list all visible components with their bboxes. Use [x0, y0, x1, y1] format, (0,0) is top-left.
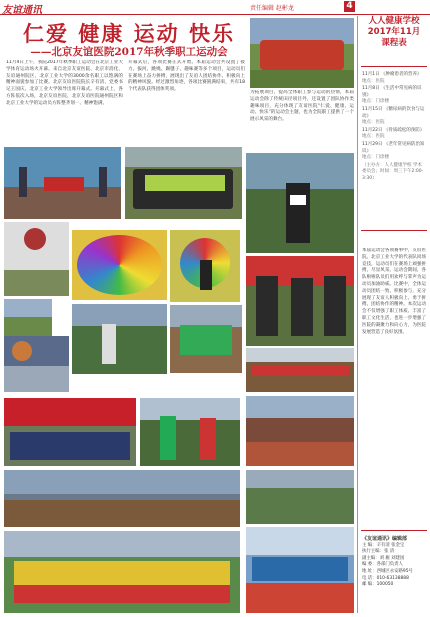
schedule-item: 11月15日 《糖尿病的饮食与运动》 地点：医院 [362, 106, 425, 126]
masthead-line: 执行主编：张 清 [362, 549, 395, 555]
sidebar-header [361, 16, 427, 60]
photo-team-walk [246, 470, 354, 524]
article-title: 仁爱 健康 运动 快乐 [23, 21, 235, 46]
schedule-item: 11月1日 《肿瘤患者的营养》 地点：医院 [362, 72, 422, 84]
masthead-line: 副主编：刘 雁 刘建国 [362, 555, 405, 561]
masthead-line: 主 编：辛有清 张金宝 [362, 542, 405, 548]
masthead-line: 邮 编：100050 [362, 582, 394, 588]
header-bar [0, 0, 430, 15]
newsletter-logo: 友谊通讯 [2, 5, 42, 16]
sidebar-title: 人人健康学校 [368, 16, 420, 26]
page-number: 4 [344, 1, 355, 12]
schedule-item: 11月22日 《骨质疏松的预防》 地点：医院 [362, 127, 425, 140]
photo-volleyball [4, 336, 69, 392]
column-divider [357, 16, 358, 613]
editor-line: 责任编辑 赵彬龙 [250, 5, 294, 12]
sidebar-divider [361, 530, 427, 531]
sidebar-subtitle-2: 课程表 [381, 38, 407, 48]
article-col-3: 为拓展项目，提高全体职工参与运动的热情，本届运动会除了传统田径项目外，还设置了团队协作类趣味项目，充分体现了友谊医院“仁爱、健康、运动、快乐”的运动会主题，也为全院职工提供了一个展示风采的舞台。 [250, 90, 354, 123]
masthead-line: 电 话：010-63138888 [362, 575, 409, 581]
photo-stadium [4, 470, 240, 527]
schedule-item: 11月8日 《生活中常见病的识别》 地点：门诊楼 [362, 86, 422, 105]
schedule-note: （主办方：人人健康学校 学术委员会；时间：周三下午2:00-3:30） [362, 162, 424, 181]
photo-cheerleaders [246, 256, 354, 346]
article-subtitle: ——北京友谊医院2017年秋季职工运动会 [30, 46, 228, 58]
masthead [362, 536, 426, 589]
schedule-list [362, 72, 426, 183]
photo-child-ball [170, 230, 240, 302]
photo-banner-crowd [246, 527, 354, 613]
photo-cheer-squad [4, 531, 240, 613]
masthead-line: 编 委：各部门负责人 [362, 562, 403, 568]
schedule-item: 11月29日 《老年常见病防治知识》 地点：门诊楼 [362, 141, 425, 161]
photo-basketball [4, 222, 69, 296]
photo-team-victory [250, 18, 354, 88]
photo-tug-of-war [125, 147, 242, 219]
photo-runner [246, 153, 354, 253]
sidebar-subtitle: 2017年11月 [367, 27, 421, 37]
sidebar-divider [361, 66, 427, 67]
photo-banner-team [4, 398, 136, 466]
sidebar-divider [361, 230, 427, 231]
photo-flag-ceremony [4, 147, 121, 219]
photo-track-race [246, 396, 354, 466]
sidebar [361, 16, 427, 613]
photo-sprinters [140, 398, 240, 466]
masthead-line: 地 址：西城区永安路95号 [362, 568, 413, 574]
sidebar-article: 本届运动会各项赛事中，友谊医院、北京工业大学的代表队同场竞技，运动员们在赛场上顽强拼搏，尽显风采。运动会期间，各队啦啦队员们用欢呼与掌声为运动员加油助威。比赛中，全体运动员团结一致、积极参与，充分展现了友谊人积极向上、勇于拼搏、团结协作的精神。本次运动会不仅增强了职工体质、丰富了职工文化生活，也进一步增强了医院的凝聚力和向心力，为医院发展营造了良好氛围。 [362, 248, 426, 335]
photo-rainbow-parachute [72, 230, 167, 300]
article-col-2: 开幕式后，各项比赛正式开始。本届运动会共设置了接力、拔河、跳绳、踢毽子、趣味赛等多个项目，运动员们在赛场上奋力拼搏，展现出了友谊人团结协作、积极向上的精神风貌。经过激烈角逐，各项比赛圆满结束，共有18个代表队获得团体奖项。 [128, 60, 245, 93]
photo-jump-rope [72, 304, 167, 374]
photo-relay [170, 305, 242, 373]
photo-field-group [246, 348, 354, 392]
masthead-title: 《友谊通讯》编辑部 [362, 536, 408, 542]
article-col-1: 11月4日上午，我院2017年秋季职工运动会在北京工业大学体育运动场火开幕。来自北京友谊医院、北京市消化、友谊通州院区、北京工业大学的3000余名职工以饱满的精神面貌参加了比赛。北京友谊医院院长辛有清、党委书记王国庆、北京工业大学领导出席开幕式。开幕式上，各方阵依次入场，北京友谊医院、北京友谊医院通州院区和北京工业大学的运动员方阵整齐划一、精神饱满。 [6, 60, 123, 106]
